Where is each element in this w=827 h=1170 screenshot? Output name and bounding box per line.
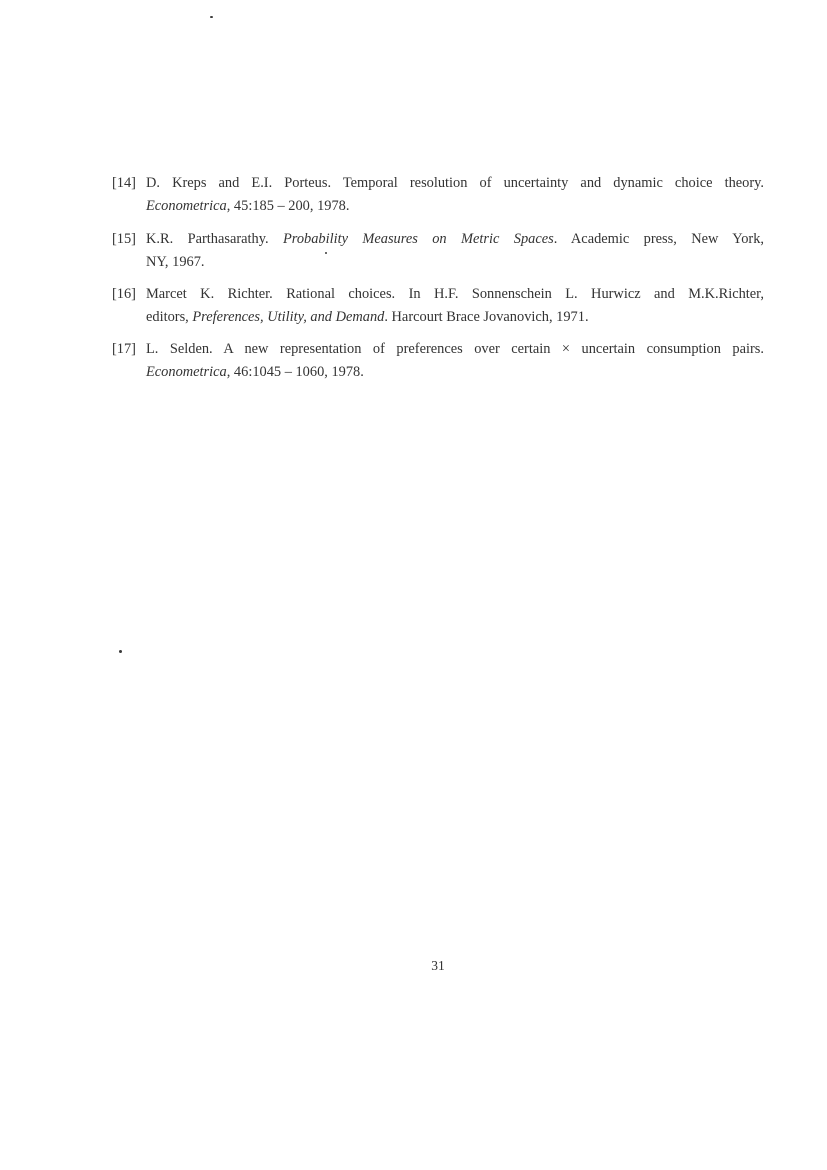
- reference-text: . Academic press, New York,: [553, 231, 764, 247]
- reference-line: [146, 172, 764, 195]
- reference-item-14: [112, 172, 764, 218]
- reference-item-17: [112, 338, 764, 384]
- reference-line: [146, 338, 764, 361]
- reference-journal-italic: Econometrica: [146, 198, 227, 214]
- reference-book-title-italic: Probability Measures on Metric Spaces: [282, 231, 554, 247]
- reference-journal-italic: Econometrica: [146, 364, 227, 380]
- reference-text: , 45:185 – 200, 1978.: [226, 198, 350, 214]
- reference-line: [146, 283, 764, 306]
- reference-text: . Harcourt Brace Jovanovich, 1971.: [384, 309, 589, 325]
- reference-book-title-italic: Preferences, Utility, and Demand: [192, 309, 385, 325]
- reference-label: [17]: [112, 341, 136, 357]
- reference-label: [14]: [112, 175, 136, 191]
- reference-text: Marcet K. Richter. Rational choices. In H.F. Sonnenschein L. Hurwicz and M.K.Richter,: [146, 286, 764, 302]
- reference-line: [146, 361, 764, 384]
- reference-text: L. Selden. A new representation of preferences over certain × uncertain consumption pairs.: [146, 341, 764, 357]
- reference-text: editors,: [146, 309, 193, 325]
- scan-speck: [210, 16, 213, 18]
- reference-line: [146, 251, 764, 274]
- scan-speck: [119, 650, 122, 653]
- reference-line: [146, 195, 764, 218]
- page-number: 31: [431, 958, 445, 973]
- reference-line: [146, 306, 764, 329]
- reference-text: , 46:1045 – 1060, 1978.: [226, 364, 364, 380]
- reference-text: K.R. Parthasarathy.: [146, 231, 283, 247]
- reference-label: [15]: [112, 231, 136, 247]
- reference-item-15: [112, 228, 764, 274]
- reference-item-16: [112, 283, 764, 329]
- reference-line: [146, 228, 764, 251]
- reference-text: D. Kreps and E.I. Porteus. Temporal resolution of uncertainty and dynamic choice theory.: [146, 175, 764, 191]
- reference-label: [16]: [112, 286, 136, 302]
- reference-text: NY, 1967.: [146, 254, 205, 270]
